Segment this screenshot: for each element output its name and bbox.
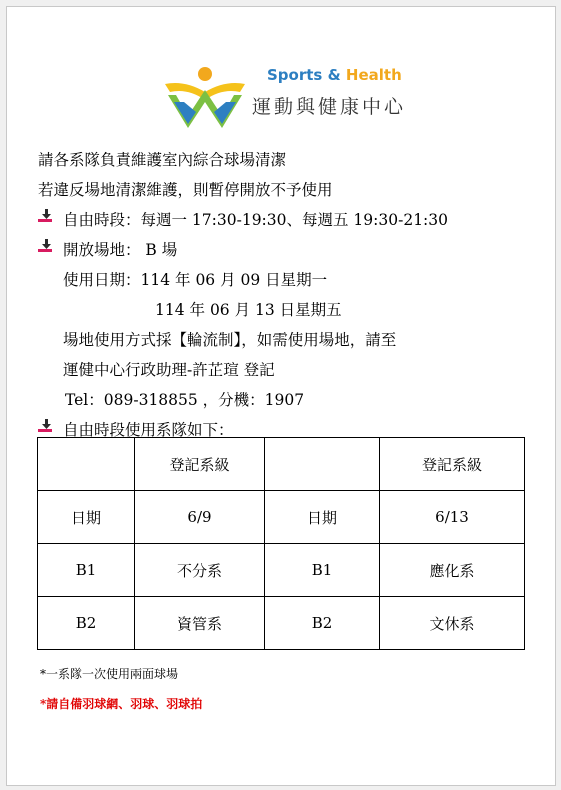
notice-line-2: 若違反場地清潔維護，則暫停開放不予使用 — [38, 181, 333, 199]
usage-method: 場地使用方式採【輪流制】，如需使用場地，請至 — [63, 331, 397, 349]
telephone-info: Tel：089-318855 ，分機：1907 — [65, 391, 305, 409]
table-row — [38, 491, 525, 544]
arrow-bullet-icon — [37, 418, 53, 434]
brand-sports-text: Sports — [267, 66, 323, 84]
table-cell: 6/9 — [135, 491, 265, 544]
logo-mark-icon — [160, 62, 250, 132]
use-date-line-2: 114 年 06 月 13 日星期五 — [155, 301, 342, 319]
brand-name-chinese: 運動與健康中心 — [252, 96, 407, 118]
brand-amp-text: & — [327, 66, 341, 84]
sports-health-logo — [160, 62, 430, 132]
table-cell — [265, 438, 380, 491]
use-date-line-1: 使用日期：114 年 06 月 09 日星期一 — [63, 271, 328, 289]
table-row — [38, 544, 525, 597]
table-cell: 應化系 — [380, 544, 525, 597]
table-cell: 不分系 — [135, 544, 265, 597]
table-cell: B2 — [38, 597, 135, 650]
registration-contact: 運健中心行政助理-許芷瑄 登記 — [63, 361, 275, 379]
open-venue: 開放場地： B 場 — [63, 241, 178, 259]
table-cell: B2 — [265, 597, 380, 650]
table-row — [38, 438, 525, 491]
arrow-bullet-icon — [37, 238, 53, 254]
table-row — [38, 597, 525, 650]
table-cell — [38, 438, 135, 491]
table-cell: 日期 — [265, 491, 380, 544]
note-two-courts: *一系隊一次使用兩面球場 — [40, 667, 179, 681]
arrow-bullet-icon — [37, 208, 53, 224]
table-cell: 日期 — [38, 491, 135, 544]
brand-health-text: Health — [345, 66, 402, 84]
schedule-table — [37, 437, 525, 650]
free-time-slots: 自由時段：每週一 17:30-19:30、每週五 19:30-21:30 — [63, 211, 449, 229]
table-cell: 登記系級 — [380, 438, 525, 491]
note-bring-equipment: *請自備羽球網、羽球、羽球拍 — [40, 697, 203, 711]
table-cell: 6/13 — [380, 491, 525, 544]
table-cell: 文休系 — [380, 597, 525, 650]
document-page — [6, 6, 556, 786]
notice-line-1: 請各系隊負責維護室內綜合球場清潔 — [38, 151, 287, 169]
table-cell: B1 — [38, 544, 135, 597]
table-cell: 登記系級 — [135, 438, 265, 491]
table-cell: B1 — [265, 544, 380, 597]
brand-name-english — [267, 66, 402, 84]
table-cell: 資管系 — [135, 597, 265, 650]
free-list-title: 自由時段使用系隊如下： — [63, 421, 234, 439]
